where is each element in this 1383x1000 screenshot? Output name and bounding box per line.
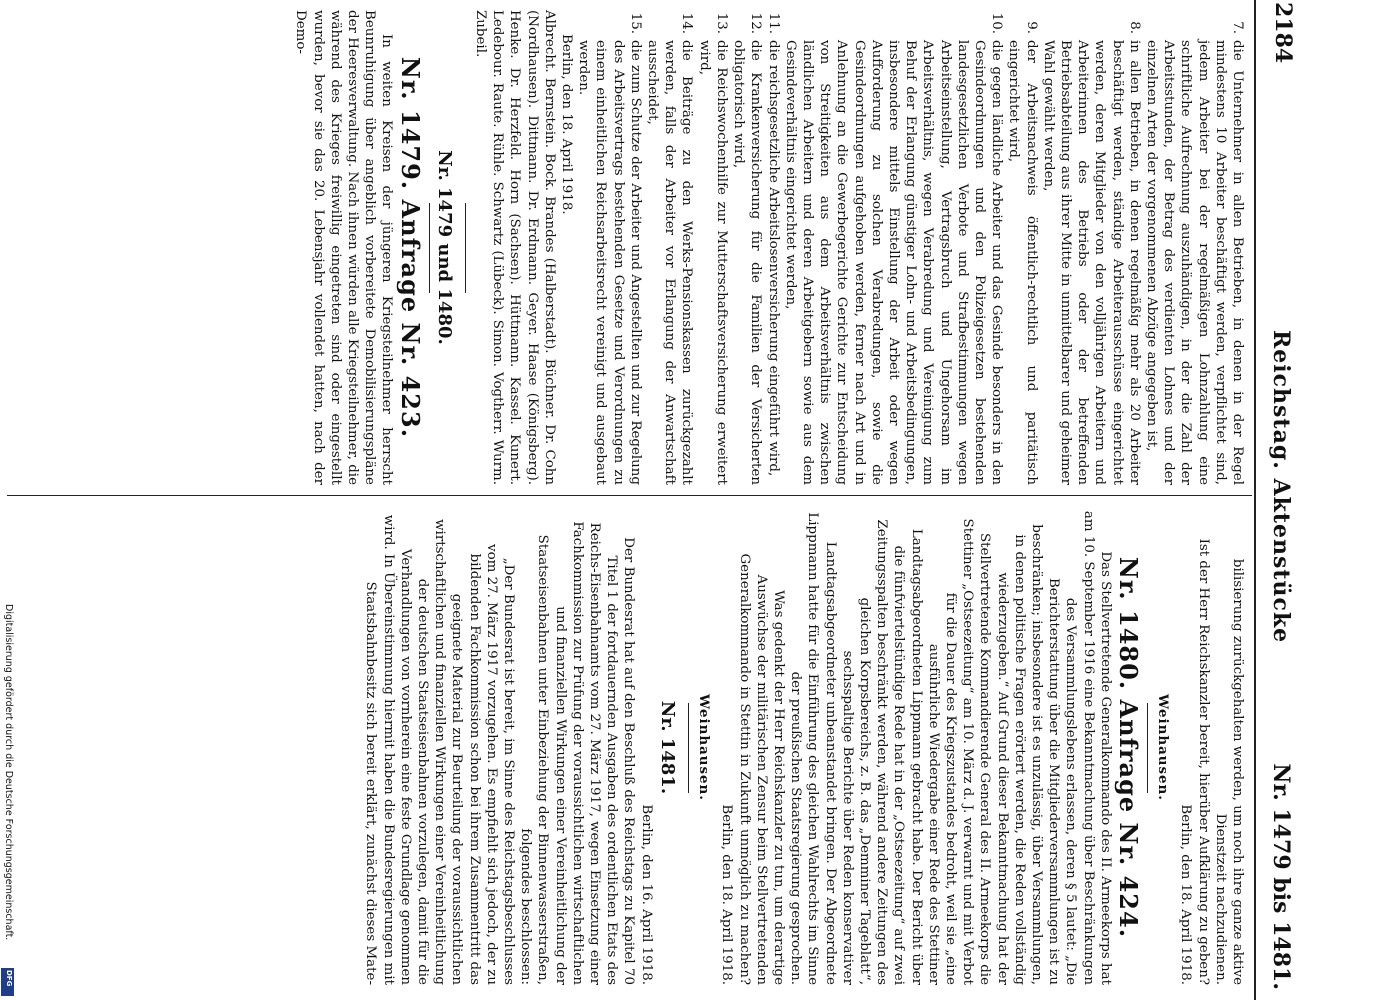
signatories: Albrecht. Bernstein. Bock. Brandes (Halberstadt). Büchner. Dr. Cohn (Nordhausen). Dittmann. Dr. Erdmann. Geyer. Haase (Königsberg). Henke. Dr. Herzfeld. Horn (Sachsen). Hüttmann. Kassel. Kunert. Ledebour. Raute. Rühle. Schwartz (Lübeck). Simon. Vogtherr. Wurm. Zubeil. bbox=[473, 10, 557, 485]
left-column bbox=[292, 10, 1246, 485]
quote-text: „Der Bundesrat ist bereit, im Sinne des Reichstagsbeschlusses vom 27. März 1917 vorzugehen. Es empfiehlt sich jedoch, der zu bildenden Fachkommission schon bei ihrem Zusammentritt das geeignete Material zur Beurteilung der voraussichtlichen wirtschaftlichen und finanziellen Wirkungen einer Vereinheitlichung der deutschen Staatseisenbahnen vorzulegen, damit für die Verhandlungen von vornherein eine feste Grundlage genommen wird. In Übereinstimmung hiermit haben die Bundesregierungen mit Staatsbahnbesitz sich bereit erklärt, zunächst dieses Mate- bbox=[363, 514, 517, 985]
separator bbox=[1147, 703, 1148, 793]
date-line: Berlin, den 18. April 1918. bbox=[559, 34, 575, 215]
list-item: 13. die Reichswochenhilfe zur Mutterschaftsversicherung erweitert wird, bbox=[696, 12, 729, 485]
anfrage-heading: Nr. 1480. Anfrage Nr. 424. bbox=[1113, 556, 1143, 939]
signature: Weinhausen. bbox=[696, 694, 713, 801]
list-item: 7. die Unternehmer in allen Betrieben, in denen in der Regel mindestens 10 Arbeiter beschäftigt werden, verpflichtet sind, jedem Arbeiter bei der regelmäßigen Lohnzahlung eine schriftliche Aufrechnung auszuhändigen, in der die Zahl der Arbeitsstunden, der Betrag des verdienten Lohnes und der einzelnen Arten der vorgenommenen Abzüge angegeben ist, bbox=[1143, 21, 1245, 485]
header-rule bbox=[1254, 0, 1256, 1000]
right-column bbox=[362, 510, 1246, 985]
list-item: 15. die zum Schutze der Arbeiter und Angestellten und zur Regelung des Arbeitsvertrags bestehenden Gesetze und Verordnungen zu einem einheitlichen Reichsarbeitsrecht vereinigt und ausgebaut werden. bbox=[576, 12, 643, 485]
body-text: Der Bundesrat hat auf den Beschluß des Reichstags zu Kapitel 70 Titel 1 der fortdauernden Ausgaben des ordentlichen Etats des Reichs-Eisenbahnamts vom 27. März 1917, wegen Einsetzung einer Fachkommission zur Prüfung der voraussichtlichen wirtschaftlichen und finanziellen Wirkungen einer Vereinheitlichung der Staatseisenbahnen unter Einbeziehung der Binnenwasserstraßen, folgendes beschlossen: bbox=[518, 521, 637, 985]
section-heading: Nr. 1481. bbox=[656, 700, 678, 795]
document-range: Nr. 1479 bis 1481. bbox=[1268, 763, 1294, 990]
question-text: Was gedenkt der Herr Reichskanzler zu tun, um derartige Auswüchse der militärischen Zensur beim Stellvertretenden Generalkommando in Stettin in Zukunft unmöglich zu machen? bbox=[736, 553, 786, 985]
list-item: 14. die Beiträge zu den Werks-Pensionskassen zurückgezahlt werden, falls der Arbeiter vor Erlangung der Anwartschaft ausscheidet, bbox=[645, 12, 695, 485]
digitization-note: Digitalisierung gefördert durch die Deutsche Forschungsgemeinschaft. bbox=[3, 604, 14, 941]
date-line: Berlin, den 18. April 1918. bbox=[1178, 804, 1194, 985]
dfg-logo-icon: DFG bbox=[1, 968, 14, 996]
section-heading: Nr. 1479 und 1480. bbox=[433, 150, 455, 345]
list-item: 9. der Arbeitsnachweis öffentlich-rechtlich und paritätisch eingerichtet wird, bbox=[1006, 21, 1039, 485]
page-title: Reichstag. Aktenstücke bbox=[1268, 330, 1294, 644]
date-line: Berlin, den 18. April 1918. bbox=[719, 804, 735, 985]
list-item: 11. die reichsgesetzliche Arbeitslosenversicherung eingeführt wird, bbox=[765, 12, 781, 477]
anfrage-text: In weiten Kreisen der jüngeren Kriegsteilnehmer herrscht Beunruhigung über angeblich vorbereitete Demobilisierungspläne der Heeresverwaltung. Nach ihnen würden alle Kriegsteilnehmer, die während des Krieges freiwillig eingetreten sind oder eingestellt wurden, bevor sie das 20. Lebensjahr vollendet hatten, nach der Demo- bbox=[293, 10, 395, 485]
separator bbox=[465, 203, 466, 293]
list-item: 8. in allen Betrieben, in denen regelmäßig mehr als 20 Arbeiter beschäftigt werden, ständige Arbeiterausschüsse eingerichtet werden, deren Mitglieder von den volljährigen Arbeitern und Arbeiterinnen des Betriebs oder der betreffenden Betriebsabteilung aus ihrer Mitte in unmittelbarer und geheimer Wahl gewählt werden, bbox=[1040, 21, 1142, 485]
question-text: Ist der Herr Reichskanzler bereit, hierüber Aufklärung zu geben? bbox=[1195, 538, 1211, 985]
continued-text: bilisierung zurückgehalten werden, um noch ihre ganze aktive Dienstzeit nachzudienen. bbox=[1212, 558, 1245, 985]
column-divider bbox=[7, 495, 1252, 496]
signature: Weinhausen. bbox=[1155, 694, 1172, 801]
separator bbox=[688, 703, 689, 793]
list-item: 10. die gegen ländliche Arbeiter und das Gesinde besonders in den Gesindeordnungen und den Polizeigesetzen bestehenden landesgesetzlichen Verbote und Strafbestimmungen wegen Arbeitseinstellung, Vertragsbruch und Ungehorsam im Arbeitsverhältnis, wegen Verabredung und Vereinigung zum Behuf der Erlangung günstiger Lohn- und Arbeitsbedingungen, insbesondere mittels Einstellung der Arbeit oder wegen Aufforderung zu solchen Verabredungen, sowie die Gesindeordnungen aufgehoben werden, ferner nach Art und in Anlehnung an die Gewerbegerichte Gerichte zur Entscheidung von Streitigkeiten aus dem Arbeitsverhältnis zwischen ländlichen Arbeitern und deren Arbeitgebern sowie aus dem Gesindeverhältnis eingerichtet werden, bbox=[782, 12, 1005, 485]
date-line: Berlin, den 16. April 1918. bbox=[638, 804, 654, 985]
body-text: Das Stellvertretende Generalkommando des II. Armeekorps hat am 10. September 1916 eine Bekanntmachung über Beschränkungen des Versammlungslebens erlassen, deren § 5 lautet: „Die Berichterstattung über die Mitgliederversammlungen ist zu beschränken; insbesondere ist es unzulässig, über Versammlungen, in denen politische Fragen erörtert werden, die Reden vollständig wiederzugeben.“ Auf Grund dieser Bekanntmachung hat der Stellvertretende Kommandierende General des II. Armeekorps die Stettiner „Ostseezeitung“ am 10. März d. J. verwarnt und mit Verbot für die Dauer des Kriegszustandes bedroht, weil sie „eine ausführliche Wiedergabe einer Rede des Stettiner Landtagsabgeordneten Lippmann gebracht habe. Der Bericht über die fünfviertelstündige Rede hat in der „Ostseezeitung“ auf zwei Zeitungsspalten beschränkt werden, während andere Zeitungen des gleichen Korpsbereichs, z. B. das „Demminer Tageblatt“, sechsspaltige Berichte über Reden konservativer Landtagsabgeordneter unbeanstandet bringen. Der Abgeordnete Lippmann hatte für die Einführung des gleichen Wahlrechts im Sinne der preußischen Staatsregierung gesprochen. bbox=[788, 510, 1113, 985]
separator bbox=[429, 203, 430, 293]
anfrage-heading: Nr. 1479. Anfrage Nr. 423. bbox=[395, 56, 425, 439]
page-number: 2184 bbox=[1270, 2, 1296, 64]
list-item: 12. die Krankenversicherung für die Familien der Versicherten obligatorisch wird, bbox=[731, 12, 764, 485]
